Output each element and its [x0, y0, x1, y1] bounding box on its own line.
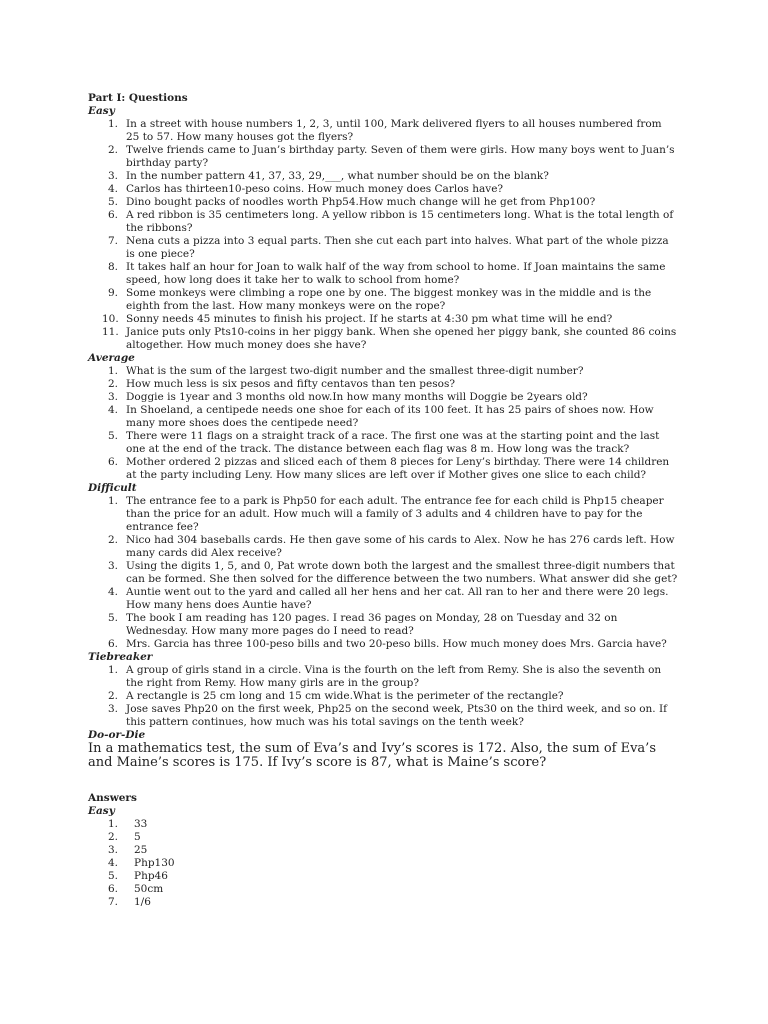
question-text: Doggie is 1year and 3 months old now.In how many months will Doggie be 2years old? — [126, 391, 588, 403]
question-number: 5. — [107, 612, 118, 624]
question-number: 1. — [107, 664, 118, 676]
question-item — [88, 404, 678, 430]
answer-text: 1/6 — [134, 896, 151, 908]
question-item — [88, 326, 678, 352]
question-text: Dino bought packs of noodles worth Php54.How much change will he get from Php100? — [126, 196, 596, 208]
question-number: 5. — [107, 430, 118, 442]
question-text: In Shoeland, a centipede needs one shoe for each of its 100 feet. It has 25 pairs of shoes now. How many more shoes does the centipede need? — [126, 404, 654, 429]
question-text: A group of girls stand in a circle. Vina is the fourth on the left from Remy. She is also the seventh on the right from Remy. How many girls are in the group? — [126, 664, 662, 689]
question-item — [88, 365, 678, 378]
answer-text: 33 — [134, 818, 148, 830]
question-text: Carlos has thirteen10-peso coins. How much money does Carlos have? — [126, 183, 504, 195]
question-text: In the number pattern 41, 37, 33, 29,___, what number should be on the blank? — [126, 170, 549, 182]
question-text: It takes half an hour for Joan to walk half of the way from school to home. If Joan maintains the same speed, how long does it take her to walk to school from home? — [126, 261, 666, 286]
question-item — [88, 144, 678, 170]
question-item — [88, 235, 678, 261]
average-questions-list — [88, 365, 678, 482]
easy-answers-list — [88, 818, 678, 909]
answer-number: 5. — [107, 870, 118, 882]
document-page — [88, 92, 678, 909]
question-number: 8. — [107, 261, 118, 273]
question-number: 3. — [107, 703, 118, 715]
question-number: 5. — [107, 196, 118, 208]
question-item — [88, 170, 678, 183]
question-number: 1. — [107, 118, 118, 130]
question-item — [88, 586, 678, 612]
question-text: What is the sum of the largest two-digit number and the smallest three-digit number? — [126, 365, 584, 377]
question-number: 6. — [107, 209, 118, 221]
question-item — [88, 560, 678, 586]
question-text: Sonny needs 45 minutes to finish his project. If he starts at 4:30 pm what time will he end? — [126, 313, 613, 325]
easy-questions-list — [88, 118, 678, 352]
question-number: 11. — [102, 326, 119, 338]
question-item — [88, 287, 678, 313]
answer-text: Php46 — [134, 870, 168, 882]
answer-text: 5 — [134, 831, 141, 843]
question-number: 10. — [102, 313, 119, 325]
question-item — [88, 456, 678, 482]
section-title-difficult: Difficult — [88, 482, 137, 494]
question-number: 2. — [107, 378, 118, 390]
question-number: 3. — [107, 170, 118, 182]
answers-title: Answers — [88, 792, 137, 804]
question-number: 4. — [107, 183, 118, 195]
question-text: Auntie went out to the yard and called all her hens and her cat. All ran to her and there were 20 legs. How many hens does Auntie have? — [126, 586, 669, 611]
section-title-tiebreaker: Tiebreaker — [88, 651, 153, 663]
question-text: A red ribbon is 35 centimeters long. A yellow ribbon is 15 centimeters long. What is the total length of the ribbons? — [126, 209, 674, 234]
answer-item — [88, 857, 678, 870]
question-item — [88, 430, 678, 456]
answer-number: 7. — [107, 896, 118, 908]
section-title-average: Average — [88, 352, 135, 364]
question-item — [88, 391, 678, 404]
question-item — [88, 378, 678, 391]
question-item — [88, 313, 678, 326]
question-item — [88, 690, 678, 703]
answer-text: 25 — [134, 844, 148, 856]
part-title: Part I: Questions — [88, 92, 188, 104]
question-item — [88, 209, 678, 235]
section-title-easy: Easy — [88, 105, 115, 117]
question-number: 6. — [107, 456, 118, 468]
question-text: Some monkeys were climbing a rope one by one. The biggest monkey was in the middle and is the eighth from the last. How many monkeys were on the rope? — [126, 287, 652, 312]
answer-item — [88, 870, 678, 883]
question-item — [88, 612, 678, 638]
answer-item — [88, 818, 678, 831]
question-number: 3. — [107, 560, 118, 572]
question-text: Twelve friends came to Juan’s birthday party. Seven of them were girls. How many boys went to Juan’s birthday party? — [126, 144, 675, 169]
question-text: Janice puts only Pts10-coins in her piggy bank. When she opened her piggy bank, she counted 86 coins altogether. How much money does she have? — [126, 326, 677, 351]
question-item — [88, 703, 678, 729]
answer-item — [88, 844, 678, 857]
question-text: Mother ordered 2 pizzas and sliced each of them 8 pieces for Leny’s birthday. There were 14 children at the party including Leny. How many slices are left over if Mother gives one slice to each child? — [126, 456, 670, 481]
question-number: 1. — [107, 495, 118, 507]
question-text: Jose saves Php20 on the first week, Php25 on the second week, Pts30 on the third week, and so on. If this pattern continues, how much was his total savings on the tenth week? — [126, 703, 668, 728]
question-text: In a street with house numbers 1, 2, 3, until 100, Mark delivered flyers to all houses numbered from 25 to 57. How many houses got the flyers? — [126, 118, 662, 143]
question-text: The book I am reading has 120 pages. I read 36 pages on Monday, 28 on Tuesday and 32 on Wednesday. How many more pages do I need to read? — [126, 612, 618, 637]
question-item — [88, 534, 678, 560]
answer-number: 3. — [107, 844, 118, 856]
answer-number: 4. — [107, 857, 118, 869]
question-number: 3. — [107, 391, 118, 403]
answer-item — [88, 896, 678, 909]
question-number: 9. — [107, 287, 118, 299]
question-item — [88, 261, 678, 287]
section-title-do-or-die: Do-or-Die — [88, 729, 146, 741]
question-text: A rectangle is 25 cm long and 15 cm wide.What is the perimeter of the rectangle? — [126, 690, 564, 702]
answer-number: 2. — [107, 831, 118, 843]
do-or-die-question: In a mathematics test, the sum of Eva’s and Ivy’s scores is 172. Also, the sum of Eva’s and Maine’s scores is 175. If Ivy’s score is 87, what is Maine’s score? — [88, 741, 656, 770]
question-number: 2. — [107, 690, 118, 702]
question-number: 4. — [107, 586, 118, 598]
question-text: The entrance fee to a park is Php50 for each adult. The entrance fee for each child is Php15 cheaper than the price for an adult. How much will a family of 3 adults and 4 children have to pay for the entrance fee? — [126, 495, 664, 533]
question-number: 7. — [107, 235, 118, 247]
question-number: 6. — [107, 638, 118, 650]
question-item — [88, 638, 678, 651]
question-item — [88, 183, 678, 196]
answer-item — [88, 883, 678, 896]
question-item — [88, 196, 678, 209]
answer-text: 50cm — [134, 883, 164, 895]
question-item — [88, 664, 678, 690]
answer-item — [88, 831, 678, 844]
tiebreaker-questions-list — [88, 664, 678, 729]
question-text: Nena cuts a pizza into 3 equal parts. Then she cut each part into halves. What part of the whole pizza is one piece? — [126, 235, 669, 260]
answers-section-title-easy: Easy — [88, 805, 115, 817]
answer-number: 6. — [107, 883, 118, 895]
question-number: 2. — [107, 144, 118, 156]
question-text: Nico had 304 baseballs cards. He then gave some of his cards to Alex. Now he has 276 cards left. How many cards did Alex receive? — [126, 534, 675, 559]
question-text: Using the digits 1, 5, and 0, Pat wrote down both the largest and the smallest three-digit numbers that can be formed. She then solved for the difference between the two numbers. What answer did she get? — [126, 560, 678, 585]
question-item — [88, 118, 678, 144]
answer-number: 1. — [107, 818, 118, 830]
spacer — [88, 770, 678, 792]
question-text: Mrs. Garcia has three 100-peso bills and two 20-peso bills. How much money does Mrs. Garcia have? — [126, 638, 667, 650]
question-number: 4. — [107, 404, 118, 416]
question-number: 2. — [107, 534, 118, 546]
difficult-questions-list — [88, 495, 678, 651]
question-number: 1. — [107, 365, 118, 377]
answer-text: Php130 — [134, 857, 175, 869]
question-text: How much less is six pesos and fifty centavos than ten pesos? — [126, 378, 455, 390]
question-text: There were 11 flags on a straight track of a race. The first one was at the starting point and the last one at the end of the track. The distance between each flag was 8 m. How long was the track? — [126, 430, 660, 455]
question-item — [88, 495, 678, 534]
